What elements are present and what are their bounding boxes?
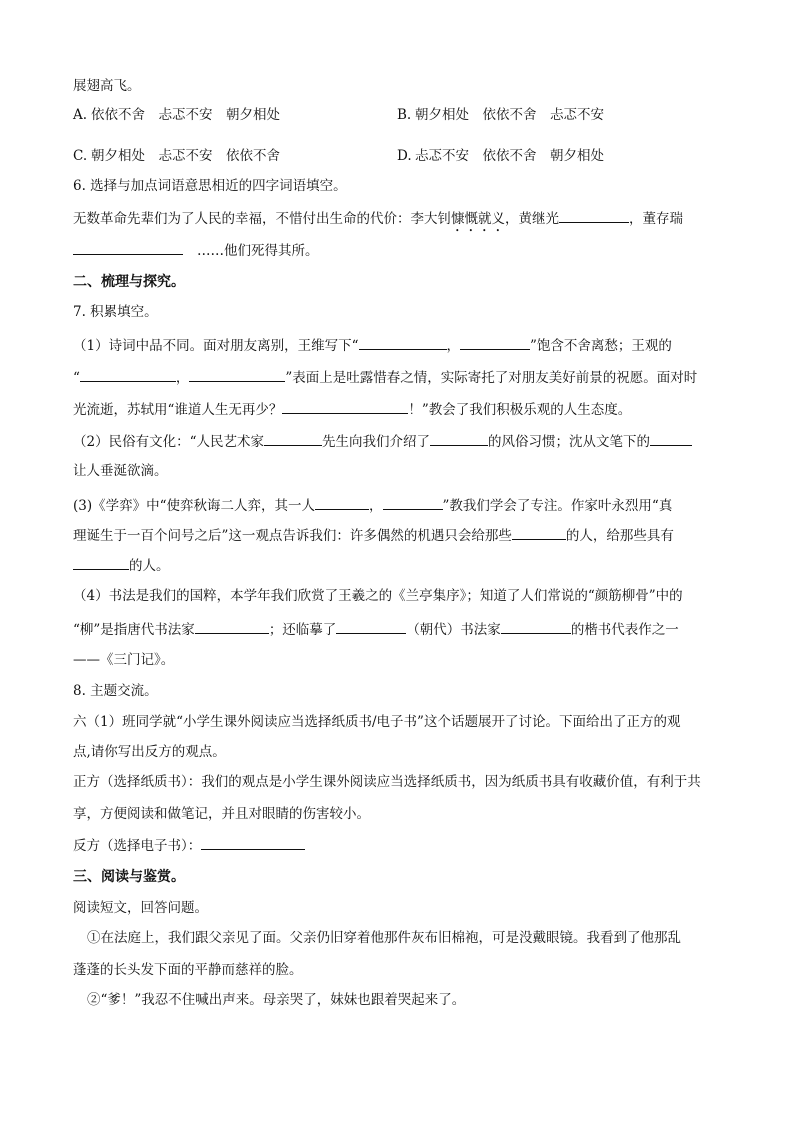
- reading-p1-line1: ①在法庭上，我们跟父亲见了面。父亲仍旧穿着他那件灰布旧棉袍，可是没戴眼镜。我看到了他那乱: [87, 930, 681, 946]
- blank-artist[interactable]: [264, 432, 322, 446]
- q7-p1-line2: [73, 368, 697, 387]
- option-b-text: 朝夕相处 依依不舍 忐忑不安: [415, 107, 604, 123]
- q7-title: 7. 积累填空。: [73, 304, 158, 320]
- q8-title: 8. 主题交流。: [73, 683, 158, 699]
- blank-shen-congwen[interactable]: [650, 432, 692, 446]
- q7-p1-line3: [73, 400, 631, 419]
- q7-text: “: [73, 370, 80, 386]
- q6-text-b: ，黄继光: [505, 211, 559, 227]
- q7-text: 的人，给那些具有: [565, 528, 674, 544]
- blank-yeyonglie-2[interactable]: [73, 556, 129, 570]
- q7-p3-line2: [73, 526, 674, 545]
- q7-text: 光流逝，苏轼用“谁道人生无再少？: [73, 402, 283, 418]
- blank-wangwei-1[interactable]: [359, 336, 447, 350]
- q7-text: ”教我们学会了专注。作家叶永烈用“真: [442, 498, 673, 514]
- option-a-text: 依依不舍 忐忑不安 朝夕相处: [91, 107, 280, 123]
- q8-text: 反方（选择电子书）：: [73, 838, 202, 854]
- blank-wangguan-2[interactable]: [189, 368, 285, 382]
- option-c-text: 朝夕相处 忐忑不安 依依不舍: [91, 148, 280, 164]
- blank-wangwei-2[interactable]: [460, 336, 530, 350]
- q7-text: ，: [369, 498, 383, 514]
- q7-p2-line1: [73, 432, 692, 451]
- blank-yeyonglie-1[interactable]: [512, 526, 566, 540]
- q7-p2-line2: 让人垂涎欲滴。: [73, 463, 168, 479]
- q7-text: 理诞生于一百个问号之后”这一观点告诉我们：许多偶然的机遇只会给那些: [73, 528, 512, 544]
- option-d-text: 忐忑不安 依依不舍 朝夕相处: [415, 148, 604, 164]
- q7-text: （2）民俗有文化：“人民艺术家: [73, 434, 264, 450]
- option-a-label: A.: [73, 107, 88, 123]
- q6-text-c: ，董存瑞: [629, 211, 683, 227]
- q7-text: ；还临摹了: [268, 622, 337, 638]
- q8-line3: 正方（选择纸质书）：我们的观点是小学生课外阅读应当选择纸质书，因为纸质书具有收藏价值，有利于共: [73, 774, 701, 790]
- q6-line1: [73, 209, 683, 235]
- section-3-heading: 三、阅读与鉴赏。: [73, 869, 185, 885]
- q7-text: 的楷书代表作之一: [570, 622, 679, 638]
- blank-dong-cunrui[interactable]: [73, 241, 183, 255]
- q6-dotted-word: 慷慨就义: [451, 211, 505, 227]
- q6-text-a: 无数革命先辈们为了人民的幸福，不惜付出生命的代价：李大钊: [73, 211, 451, 227]
- q7-text: 的人。: [129, 558, 170, 574]
- blank-wangguan-1[interactable]: [80, 368, 176, 382]
- intro-line: 展翅高飞。: [73, 78, 141, 94]
- q7-p1-line1: [73, 336, 672, 355]
- blank-con-side[interactable]: [201, 836, 305, 850]
- q7-text: ，: [175, 370, 190, 386]
- reading-p2: ②“爹！”我忍不住喊出声来。母亲哭了，妹妹也跟着哭起来了。: [87, 992, 466, 1008]
- q7-text: ，: [446, 338, 460, 354]
- blank-sushi[interactable]: [282, 400, 408, 414]
- option-d[interactable]: [397, 147, 604, 165]
- reading-p1-line2: 蓬蓬的长头发下面的平静而慈祥的脸。: [73, 962, 303, 978]
- option-c-label: C.: [73, 148, 88, 164]
- q7-text: （朝代）书法家: [406, 622, 501, 638]
- blank-calligrapher-liu[interactable]: [195, 620, 269, 634]
- q8-line5: [73, 836, 305, 855]
- q7-p4-line1: （4）书法是我们的国粹，本学年我们欣赏了王羲之的《兰亭集序》；知道了人们常说的“颜筋柳骨”中的: [73, 588, 683, 604]
- option-c[interactable]: [73, 147, 280, 165]
- q7-p3-line3: [73, 556, 170, 575]
- reading-intro: 阅读短文，回答问题。: [73, 900, 208, 916]
- q7-text: 先生向我们介绍了: [322, 434, 430, 450]
- section-2-heading: 二、梳理与探究。: [73, 274, 185, 290]
- q6-line2: [73, 241, 319, 260]
- q7-text: (3)《学弈》中“使弈秋诲二人弈，其一人: [73, 498, 316, 514]
- q8-line1: 六（1）班同学就“小学生课外阅读应当选择纸质书/电子书”这个话题展开了讨论。下面给出了正方的观: [73, 714, 681, 730]
- q7-p4-line2: [73, 620, 679, 639]
- q7-text: “柳”是指唐代书法家: [73, 622, 195, 638]
- blank-xueyi-1[interactable]: [315, 496, 369, 510]
- option-b-label: B.: [397, 107, 412, 123]
- blank-huang-jiguang[interactable]: [559, 209, 629, 223]
- option-a[interactable]: [73, 106, 280, 124]
- q7-text: （1）诗词中品不同。面对朋友离别，王维写下“: [73, 338, 359, 354]
- q8-line4: 享，方便阅读和做笔记，并且对眼睛的伤害较小。: [73, 806, 370, 822]
- q7-text: 的风俗习惯；沈从文笔下的: [488, 434, 650, 450]
- option-d-label: D.: [397, 148, 412, 164]
- q7-text: ！”教会了我们积极乐观的人生态度。: [408, 402, 632, 418]
- q6-text-d: ……他们死得其所。: [197, 243, 319, 259]
- q7-text: ”表面上是吐露惜春之情，实际寄托了对朋友美好前景的祝愿。面对时: [285, 370, 698, 386]
- blank-xueyi-2[interactable]: [383, 496, 443, 510]
- q8-line2: 点,请你写出反方的观点。: [73, 744, 226, 760]
- q6-title: 6. 选择与加点词语意思相近的四字词语填空。: [73, 178, 347, 194]
- blank-dynasty[interactable]: [336, 620, 406, 634]
- option-b[interactable]: [397, 106, 604, 124]
- blank-calligrapher-2[interactable]: [501, 620, 571, 634]
- q7-p3-line1: [73, 496, 672, 515]
- blank-custom[interactable]: [430, 432, 488, 446]
- q7-text: ”饱含不舍离愁；王观的: [530, 338, 672, 354]
- q7-p4-line3: ——《三门记》。: [73, 652, 175, 668]
